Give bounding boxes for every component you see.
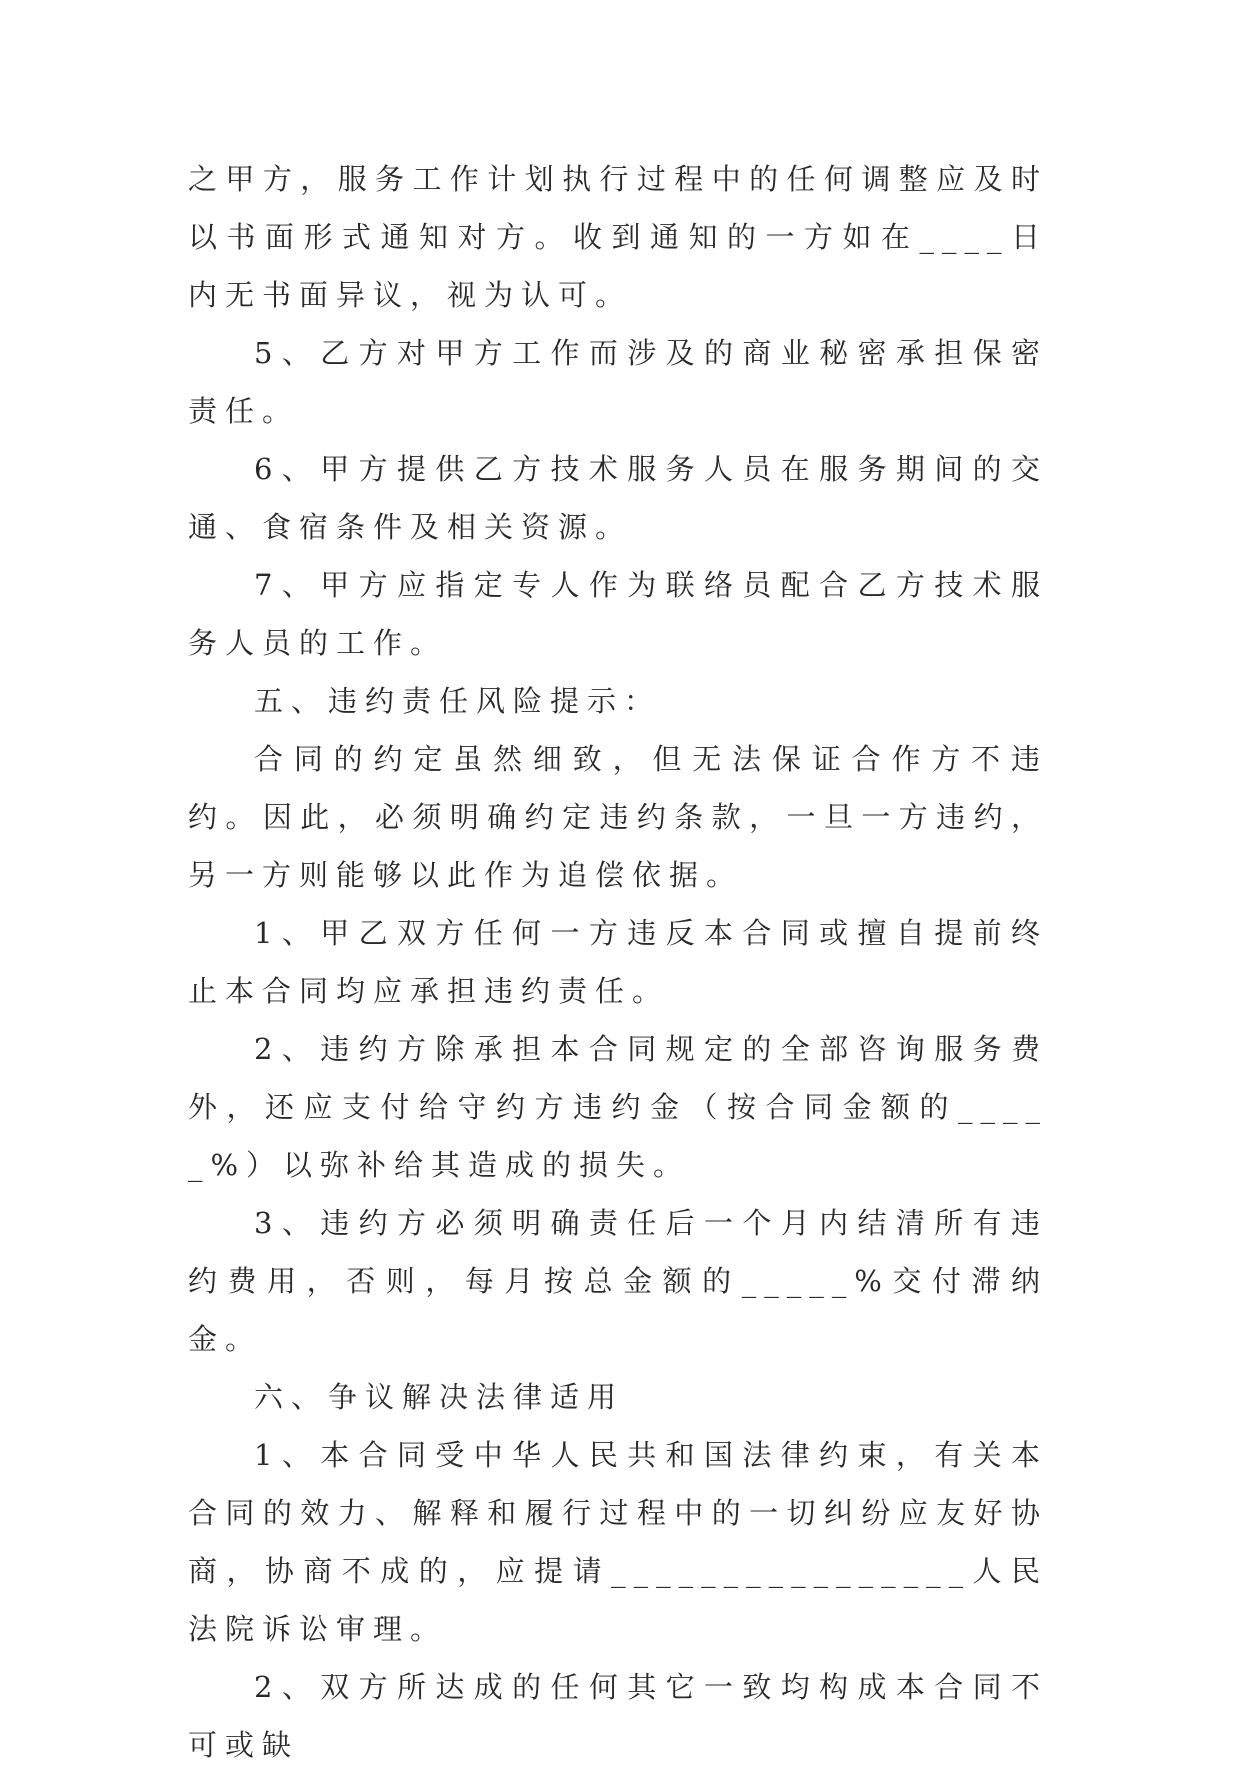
dispute-clause-1: 1、本合同受中华人民共和国法律约束，有关本合同的效力、解释和履行过程中的一切纠纷应友好协商，协商不成的，应提请________________人民法院诉讼审理。 <box>188 1438 1048 1646</box>
section-heading-breach-liability: 五、违约责任风险提示： <box>254 684 662 718</box>
breach-clause-1: 1、甲乙双方任何一方违反本合同或擅自提前终止本合同均应承担违约责任。 <box>188 916 1048 1008</box>
section-heading-dispute-resolution: 六、争议解决法律适用 <box>254 1380 625 1414</box>
clause-5: 5、乙方对甲方工作而涉及的商业秘密承担保密责任。 <box>188 336 1048 428</box>
clause-6: 6、甲方提供乙方技术服务人员在服务期间的交通、食宿条件及相关资源。 <box>188 452 1048 544</box>
breach-clause-2: 2、违约方除承担本合同规定的全部咨询服务费外，还应支付给守约方违约金（按合同金额的_____%）以弥补给其造成的损失。 <box>188 1032 1048 1182</box>
paragraph-continuation: 之甲方，服务工作计划执行过程中的任何调整应及时以书面形式通知对方。收到通知的一方如在____日内无书面异议，视为认可。 <box>188 162 1048 312</box>
dispute-clause-2: 2、双方所达成的任何其它一致均构成本合同不可或缺 <box>188 1670 1048 1762</box>
clause-7: 7、甲方应指定专人作为联络员配合乙方技术服务人员的工作。 <box>188 568 1048 660</box>
document-body <box>188 150 1048 1774</box>
breach-risk-paragraph: 合同的约定虽然细致，但无法保证合作方不违约。因此，必须明确约定违约条款，一旦一方违约，另一方则能够以此作为追偿依据。 <box>188 742 1048 892</box>
breach-clause-3: 3、违约方必须明确责任后一个月内结清所有违约费用，否则，每月按总金额的_____%交付滞纳金。 <box>188 1206 1048 1356</box>
